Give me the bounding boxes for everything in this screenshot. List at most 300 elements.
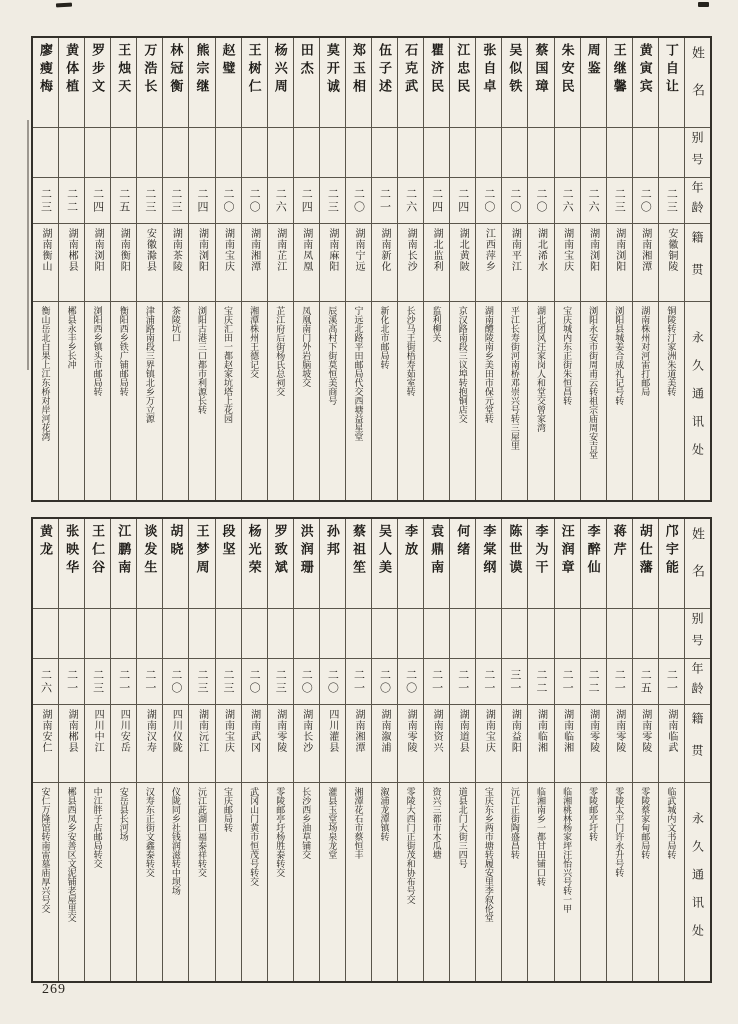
person-origin-cell — [137, 224, 162, 302]
person-address: 宝庆东乡两市塘转履安里李叙伦堂 — [483, 787, 494, 922]
person-column — [501, 38, 527, 500]
directory-table-top — [31, 36, 712, 502]
person-origin-cell — [607, 705, 632, 783]
person-column — [527, 519, 553, 981]
person-name: 李棠纲 — [481, 524, 497, 578]
person-address: 辰溪高村下街莫恒美商号 — [327, 306, 338, 405]
person-column — [371, 38, 397, 500]
person-alias-cell — [85, 609, 110, 659]
person-alias-cell — [476, 128, 501, 178]
person-name-cell — [163, 38, 188, 128]
person-age-cell — [268, 178, 293, 224]
person-address-cell — [659, 783, 684, 981]
person-name: 江鹏南 — [116, 524, 132, 578]
person-address-cell — [502, 302, 527, 500]
person-alias-cell — [346, 128, 371, 178]
person-name-cell — [294, 519, 319, 609]
header-label-name: 姓名 — [689, 45, 705, 120]
person-column — [449, 519, 475, 981]
person-origin-cell — [111, 224, 136, 302]
person-address: 汉寿东正街文鑫泰转交 — [144, 787, 155, 877]
person-name: 蒋芹 — [611, 524, 627, 560]
person-alias-cell — [398, 128, 423, 178]
person-age-cell — [398, 178, 423, 224]
person-origin-cell — [346, 705, 371, 783]
person-column — [580, 38, 606, 500]
person-name-cell — [320, 519, 345, 609]
person-origin-cell — [320, 705, 345, 783]
person-age: 二一 — [665, 668, 678, 695]
person-address-cell — [137, 302, 162, 500]
person-age: 三一 — [508, 668, 521, 695]
person-name: 孙邦 — [324, 524, 340, 560]
person-address-cell — [450, 302, 475, 500]
person-address-cell — [111, 783, 136, 981]
person-address-cell — [85, 302, 110, 500]
person-name: 黄体植 — [64, 43, 80, 97]
person-name: 李醉仙 — [585, 524, 601, 578]
person-name-cell — [659, 519, 684, 609]
person-address-cell — [242, 302, 267, 500]
person-alias-cell — [111, 609, 136, 659]
person-address-cell — [581, 302, 606, 500]
person-alias-cell — [59, 609, 84, 659]
person-origin: 湖南郴县 — [66, 228, 78, 272]
person-age: 二一 — [117, 668, 130, 695]
person-name-cell — [581, 519, 606, 609]
header-label-age-cell — [685, 659, 710, 705]
person-age-cell — [424, 659, 449, 705]
person-alias-cell — [85, 128, 110, 178]
person-age-cell — [85, 178, 110, 224]
person-name: 江忠民 — [455, 43, 471, 97]
person-origin-cell — [216, 224, 241, 302]
person-address: 宝庆邮局转 — [223, 787, 234, 832]
person-name-cell — [216, 519, 241, 609]
person-column — [188, 519, 214, 981]
person-age-cell — [189, 178, 214, 224]
person-address: 零陵蔡家甸邮局转 — [640, 787, 651, 859]
person-origin-cell — [372, 224, 397, 302]
person-address: 中江胖子店邮局转交 — [92, 787, 103, 868]
person-age-cell — [137, 659, 162, 705]
person-age: 二〇 — [534, 187, 547, 214]
person-age-cell — [216, 178, 241, 224]
person-address-cell — [659, 302, 684, 500]
person-name-cell — [268, 519, 293, 609]
header-column — [684, 519, 710, 981]
person-origin: 安徽铜陵 — [665, 228, 677, 272]
person-origin: 湖南益阳 — [509, 709, 521, 753]
person-address: 临湘南乡一都甘田铺口转 — [535, 787, 546, 886]
person-address-cell — [476, 783, 501, 981]
person-address: 安岳县长河场 — [118, 787, 129, 841]
person-column — [215, 519, 241, 981]
person-name: 胡仕藩 — [637, 524, 653, 578]
person-age-cell — [502, 659, 527, 705]
person-name-cell — [346, 519, 371, 609]
person-origin-cell — [659, 705, 684, 783]
person-name: 王继馨 — [611, 43, 627, 97]
person-address: 零陵邮亭圩转 — [588, 787, 599, 841]
person-age: 二六 — [404, 187, 417, 214]
person-name-cell — [85, 38, 110, 128]
person-address: 郴县西凤乡安善区文泥铺老屋里交 — [66, 787, 77, 922]
person-name: 袁鼎南 — [429, 524, 445, 578]
person-column — [136, 38, 162, 500]
person-origin: 湖南沅江 — [196, 709, 208, 753]
person-address: 安仁万隆馆转南雷墓庙厚兴号交 — [40, 787, 51, 913]
person-address-cell — [163, 302, 188, 500]
header-column — [684, 38, 710, 500]
person-name-cell — [59, 38, 84, 128]
person-age: 二四 — [195, 187, 208, 214]
person-age-cell — [398, 659, 423, 705]
person-address: 凤凰南门外岩脑坡交 — [301, 306, 312, 387]
person-age-cell — [555, 659, 580, 705]
person-age-cell — [163, 659, 188, 705]
person-origin: 湖南浏阳 — [196, 228, 208, 272]
person-age: 二四 — [300, 187, 313, 214]
person-age-cell — [33, 659, 58, 705]
person-origin: 湖南长沙 — [405, 228, 417, 272]
person-name-cell — [424, 519, 449, 609]
person-column — [501, 519, 527, 981]
person-origin: 湖南武冈 — [248, 709, 260, 753]
person-alias-cell — [216, 128, 241, 178]
person-origin: 湖南宝庆 — [561, 228, 573, 272]
person-age: 二〇 — [639, 187, 652, 214]
person-origin-cell — [555, 705, 580, 783]
person-origin: 湖南新化 — [379, 228, 391, 272]
person-origin: 湖南资兴 — [431, 709, 443, 753]
page-number: 269 — [42, 982, 66, 997]
person-origin-cell — [346, 224, 371, 302]
person-age-cell — [555, 178, 580, 224]
header-label-address: 永久通讯处 — [690, 812, 705, 952]
person-name-cell — [633, 38, 658, 128]
person-column — [188, 38, 214, 500]
person-origin-cell — [607, 224, 632, 302]
person-name: 罗步文 — [90, 43, 106, 97]
person-origin-cell — [528, 224, 553, 302]
person-origin: 四川中江 — [92, 709, 104, 753]
person-name-cell — [189, 38, 214, 128]
person-address: 宝庆城内东正街朱恒昌转 — [562, 306, 573, 405]
person-age: 二三 — [613, 187, 626, 214]
person-age: 二二 — [65, 187, 78, 214]
person-address-cell — [528, 302, 553, 500]
person-address-cell — [294, 302, 319, 500]
person-origin: 湖南湘潭 — [639, 228, 651, 272]
person-origin: 湖南麻阳 — [326, 228, 338, 272]
person-alias-cell — [33, 609, 58, 659]
person-origin-cell — [33, 705, 58, 783]
person-address-cell — [346, 783, 371, 981]
person-column — [345, 519, 371, 981]
person-age: 二〇 — [248, 187, 261, 214]
person-column — [110, 38, 136, 500]
person-origin: 湖南长沙 — [300, 709, 312, 753]
person-age: 二二 — [587, 668, 600, 695]
person-origin-cell — [85, 224, 110, 302]
person-name: 张自卓 — [481, 43, 497, 97]
person-address-cell — [59, 783, 84, 981]
person-age: 二〇 — [352, 187, 365, 214]
person-name-cell — [320, 38, 345, 128]
person-name: 吴似铁 — [507, 43, 523, 97]
person-address-cell — [320, 783, 345, 981]
person-name: 吴人美 — [377, 524, 393, 578]
person-name-cell — [476, 38, 501, 128]
person-origin-cell — [633, 224, 658, 302]
person-name-cell — [528, 519, 553, 609]
person-column — [162, 38, 188, 500]
person-origin-cell — [59, 224, 84, 302]
person-address-cell — [137, 783, 162, 981]
person-alias-cell — [528, 609, 553, 659]
person-age: 二三 — [195, 668, 208, 695]
person-age: 二〇 — [404, 668, 417, 695]
person-column — [658, 38, 684, 500]
person-origin-cell — [111, 705, 136, 783]
person-age-cell — [607, 659, 632, 705]
person-address: 监利柳关 — [431, 306, 442, 342]
person-address-cell — [476, 302, 501, 500]
person-name: 汪润章 — [559, 524, 575, 578]
person-name: 蔡祖笙 — [350, 524, 366, 578]
person-alias-cell — [424, 128, 449, 178]
person-age-cell — [320, 178, 345, 224]
person-name: 朱安民 — [559, 43, 575, 97]
person-age: 二三 — [143, 187, 156, 214]
person-name-cell — [450, 38, 475, 128]
person-alias-cell — [502, 609, 527, 659]
person-address: 宝庆汇田一都赵家坑塔上花园 — [223, 306, 234, 423]
person-address-cell — [372, 302, 397, 500]
person-origin: 湖北监利 — [431, 228, 443, 272]
person-name: 蔡国璋 — [533, 43, 549, 97]
person-address-cell — [163, 783, 188, 981]
person-address: 仪陇同乡社钱润滋转中坝场 — [170, 787, 181, 895]
person-column — [33, 38, 58, 500]
person-address-cell — [607, 783, 632, 981]
person-origin-cell — [424, 705, 449, 783]
person-age: 二〇 — [326, 668, 339, 695]
person-origin: 湖南汉寿 — [144, 709, 156, 753]
person-address-cell — [398, 783, 423, 981]
person-name-cell — [398, 519, 423, 609]
person-origin: 湖南芷江 — [274, 228, 286, 272]
person-name-cell — [137, 519, 162, 609]
person-origin-cell — [555, 224, 580, 302]
person-alias-cell — [189, 128, 214, 178]
person-address: 湖南株州对河雷打邮局 — [640, 306, 651, 396]
person-origin-cell — [189, 705, 214, 783]
person-age-cell — [528, 178, 553, 224]
person-age: 二〇 — [169, 668, 182, 695]
person-column — [267, 38, 293, 500]
header-label-address-cell — [685, 302, 710, 500]
person-address: 湖南醴陵南乡美田市保元堂转 — [483, 306, 494, 423]
person-age: 二一 — [143, 668, 156, 695]
person-age-cell — [59, 178, 84, 224]
person-origin-cell — [242, 705, 267, 783]
header-label-name-cell — [685, 519, 710, 609]
person-origin: 湖南道县 — [457, 709, 469, 753]
person-name-cell — [659, 38, 684, 128]
header-label-address-cell — [685, 783, 710, 981]
person-name: 邝宇能 — [663, 524, 679, 578]
person-name: 万浩长 — [142, 43, 158, 97]
person-name-cell — [163, 519, 188, 609]
person-age-cell — [346, 178, 371, 224]
person-address: 沅江茈湖口福泰祥转交 — [196, 787, 207, 877]
person-address: 沅江正街陶盛昌转 — [509, 787, 520, 859]
person-origin-cell — [502, 705, 527, 783]
person-name: 段坚 — [220, 524, 236, 560]
person-alias-cell — [163, 609, 188, 659]
person-address: 零陵太平门许永升号转 — [614, 787, 625, 877]
person-origin: 湖南茶陵 — [170, 228, 182, 272]
person-alias-cell — [163, 128, 188, 178]
header-label-age: 年龄 — [689, 661, 704, 702]
person-name-cell — [59, 519, 84, 609]
person-origin-cell — [294, 705, 319, 783]
person-origin-cell — [372, 705, 397, 783]
person-age: 二六 — [587, 187, 600, 214]
person-name-cell — [372, 519, 397, 609]
person-alias-cell — [659, 128, 684, 178]
person-alias-cell — [189, 609, 214, 659]
person-name: 熊宗继 — [194, 43, 210, 97]
person-age: 二一 — [456, 668, 469, 695]
person-origin-cell — [581, 705, 606, 783]
person-alias-cell — [528, 128, 553, 178]
person-address-cell — [216, 783, 241, 981]
person-origin-cell — [242, 224, 267, 302]
person-origin: 湖南凤凰 — [300, 228, 312, 272]
person-age-cell — [528, 659, 553, 705]
person-age: 二四 — [430, 187, 443, 214]
person-name-cell — [607, 519, 632, 609]
person-alias-cell — [607, 128, 632, 178]
person-origin-cell — [85, 705, 110, 783]
person-alias-cell — [633, 128, 658, 178]
person-alias-cell — [59, 128, 84, 178]
person-address: 平江长寿街河南桥邓崇兴号转三屋里 — [509, 306, 520, 450]
person-origin: 湖南零陵 — [405, 709, 417, 753]
person-age: 二二 — [534, 668, 547, 695]
person-alias-cell — [633, 609, 658, 659]
person-address: 浏阳县城姜合成礼记号转 — [614, 306, 625, 405]
person-address-cell — [242, 783, 267, 981]
person-origin: 湖南临武 — [665, 709, 677, 753]
person-address-cell — [555, 783, 580, 981]
person-column — [319, 519, 345, 981]
person-address: 溆浦龙潭镇转 — [379, 787, 390, 841]
scan-artifact — [56, 3, 72, 8]
person-name: 何绪 — [455, 524, 471, 560]
person-origin-cell — [424, 224, 449, 302]
person-age-cell — [33, 178, 58, 224]
person-name: 林冠衡 — [168, 43, 184, 97]
person-origin: 湖南临湘 — [561, 709, 573, 753]
person-column — [423, 519, 449, 981]
person-address-cell — [320, 302, 345, 500]
person-address: 湘潭株州王德记交 — [249, 306, 260, 378]
scan-artifact — [698, 2, 709, 7]
person-column — [58, 38, 84, 500]
person-column — [632, 519, 658, 981]
header-label-origin: 籍贯 — [689, 711, 704, 776]
person-origin-cell — [581, 224, 606, 302]
person-origin: 湖南浏阳 — [613, 228, 625, 272]
person-age: 二〇 — [248, 668, 261, 695]
header-label-origin: 籍贯 — [689, 230, 704, 295]
person-name-cell — [189, 519, 214, 609]
person-alias-cell — [372, 128, 397, 178]
person-address: 新化北市邮局转 — [379, 306, 390, 369]
person-origin-cell — [163, 224, 188, 302]
person-age: 二〇 — [378, 668, 391, 695]
person-age-cell — [85, 659, 110, 705]
person-address-cell — [372, 783, 397, 981]
person-origin-cell — [633, 705, 658, 783]
person-age: 二三 — [91, 668, 104, 695]
person-origin-cell — [59, 705, 84, 783]
person-address-cell — [294, 783, 319, 981]
person-column — [162, 519, 188, 981]
person-origin-cell — [659, 224, 684, 302]
header-label-origin-cell — [685, 705, 710, 783]
person-address-cell — [85, 783, 110, 981]
person-address: 临武城内文书局转 — [666, 787, 677, 859]
person-column — [215, 38, 241, 500]
person-origin: 湖南湘潭 — [352, 709, 364, 753]
person-age: 二五 — [639, 668, 652, 695]
person-age: 二三 — [326, 187, 339, 214]
header-label-alias-cell — [685, 609, 710, 659]
person-name-cell — [111, 38, 136, 128]
person-name: 胡晓 — [168, 524, 184, 560]
person-column — [475, 38, 501, 500]
person-age: 二三 — [39, 187, 52, 214]
person-alias-cell — [607, 609, 632, 659]
person-origin: 湖南安仁 — [40, 709, 51, 753]
person-address: 浏阳古港三口都市利源长转 — [196, 306, 207, 414]
person-origin-cell — [268, 705, 293, 783]
person-age-cell — [476, 178, 501, 224]
person-address-cell — [33, 783, 58, 981]
header-label-age: 年龄 — [689, 180, 704, 221]
person-name-cell — [398, 38, 423, 128]
person-address-cell — [111, 302, 136, 500]
person-age-cell — [242, 659, 267, 705]
person-address: 衡山岳北白果上江东桥对岸河花湾 — [40, 306, 51, 441]
person-origin: 湖南溆浦 — [379, 709, 391, 753]
person-origin: 湖南宝庆 — [483, 709, 495, 753]
person-age-cell — [372, 659, 397, 705]
person-column — [84, 38, 110, 500]
person-origin-cell — [450, 705, 475, 783]
person-age: 二〇 — [482, 187, 495, 214]
person-age-cell — [59, 659, 84, 705]
person-address-cell — [555, 302, 580, 500]
person-name: 黄龙 — [38, 524, 53, 560]
person-column — [658, 519, 684, 981]
person-origin-cell — [398, 705, 423, 783]
